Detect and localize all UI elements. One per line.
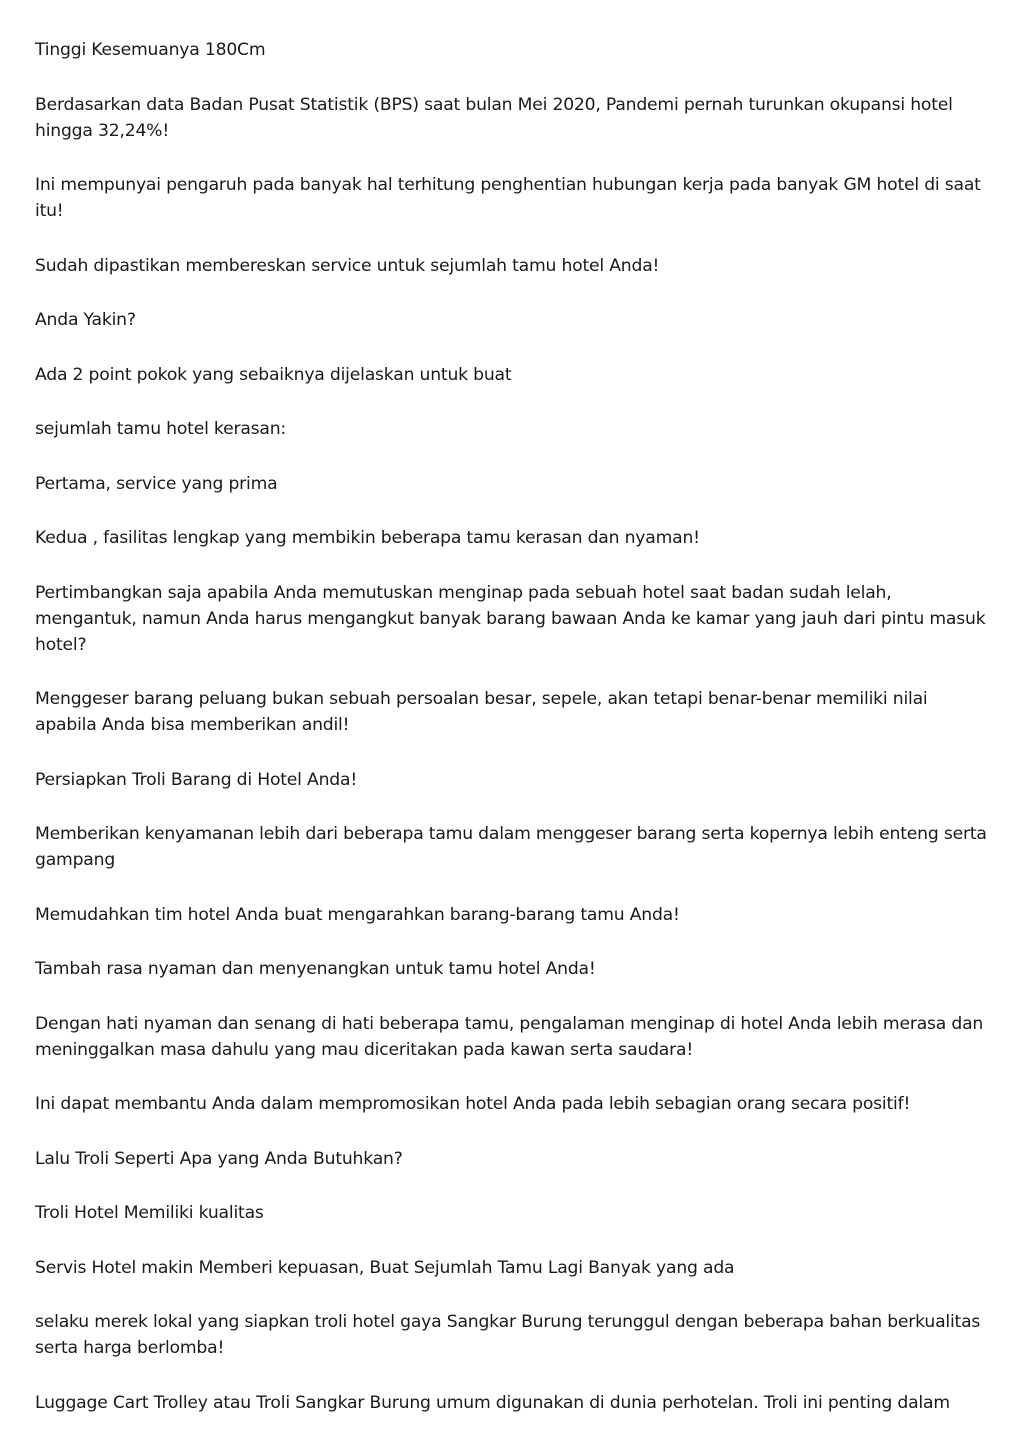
paragraph: Menggeser barang peluang bukan sebuah persoalan besar, sepele, akan tetapi benar-benar memiliki nilai apabila Anda bisa memberikan andil! (35, 689, 928, 735)
paragraph: sejumlah tamu hotel kerasan: (35, 419, 287, 439)
paragraph: Memberikan kenyamanan lebih dari beberapa tamu dalam menggeser barang serta kopernya lebih enteng serta gampang (35, 824, 987, 870)
paragraph: Pertama, service yang prima (35, 473, 278, 494)
paragraph: Ada 2 point pokok yang sebaiknya dijelaskan untuk buat (35, 364, 512, 385)
paragraph: Lalu Troli Seperti Apa yang Anda Butuhkan? (35, 1148, 403, 1169)
paragraph: Pertimbangkan saja apabila Anda memutuskan menginap pada sebuah hotel saat badan sudah lelah, mengantuk, namun Anda harus mengangkut banyak barang bawaan Anda ke kamar yang jauh dari pintu masuk hotel? (35, 582, 986, 655)
paragraph: Sudah dipastikan membereskan service untuk sejumlah tamu hotel Anda! (35, 255, 660, 276)
paragraph: Anda Yakin? (35, 310, 136, 330)
paragraph: Luggage Cart Trolley atau Troli Sangkar Burung umum digunakan di dunia perhotelan. Troli ini penting dalam (35, 1392, 950, 1413)
paragraph: Troli Hotel Memiliki kualitas (35, 1203, 264, 1223)
document-page (35, 37, 990, 1444)
paragraph: Tambah rasa nyaman dan menyenangkan untuk tamu hotel Anda! (35, 959, 596, 979)
paragraph: Dengan hati nyaman dan senang di hati beberapa tamu, pengalaman menginap di hotel Anda lebih merasa dan meninggalkan masa dahulu yang mau diceritakan pada kawan serta saudara! (35, 1013, 984, 1060)
paragraph: Ini dapat membantu Anda dalam mempromosikan hotel Anda pada lebih sebagian orang secara positif! (35, 1094, 911, 1114)
paragraph: Ini mempunyai pengaruh pada banyak hal terhitung penghentian hubungan kerja pada banyak GM hotel di saat itu! (35, 175, 981, 221)
paragraph: Persiapkan Troli Barang di Hotel Anda! (35, 769, 358, 790)
paragraph: Kedua , fasilitas lengkap yang membikin beberapa tamu kerasan dan nyaman! (35, 528, 700, 548)
paragraph: Memudahkan tim hotel Anda buat mengarahkan barang-barang tamu Anda! (35, 904, 680, 925)
paragraph: Servis Hotel makin Memberi kepuasan, Buat Sejumlah Tamu Lagi Banyak yang ada (35, 1257, 735, 1278)
paragraph: Tinggi Kesemuanya 180Cm (35, 40, 266, 60)
paragraph: selaku merek lokal yang siapkan troli hotel gaya Sangkar Burung terunggul dengan beberapa bahan berkualitas serta harga berlomba! (35, 1312, 981, 1358)
paragraph: Berdasarkan data Badan Pusat Statistik (BPS) saat bulan Mei 2020, Pandemi pernah turunkan okupansi hotel hingga 32,24%! (35, 94, 953, 141)
